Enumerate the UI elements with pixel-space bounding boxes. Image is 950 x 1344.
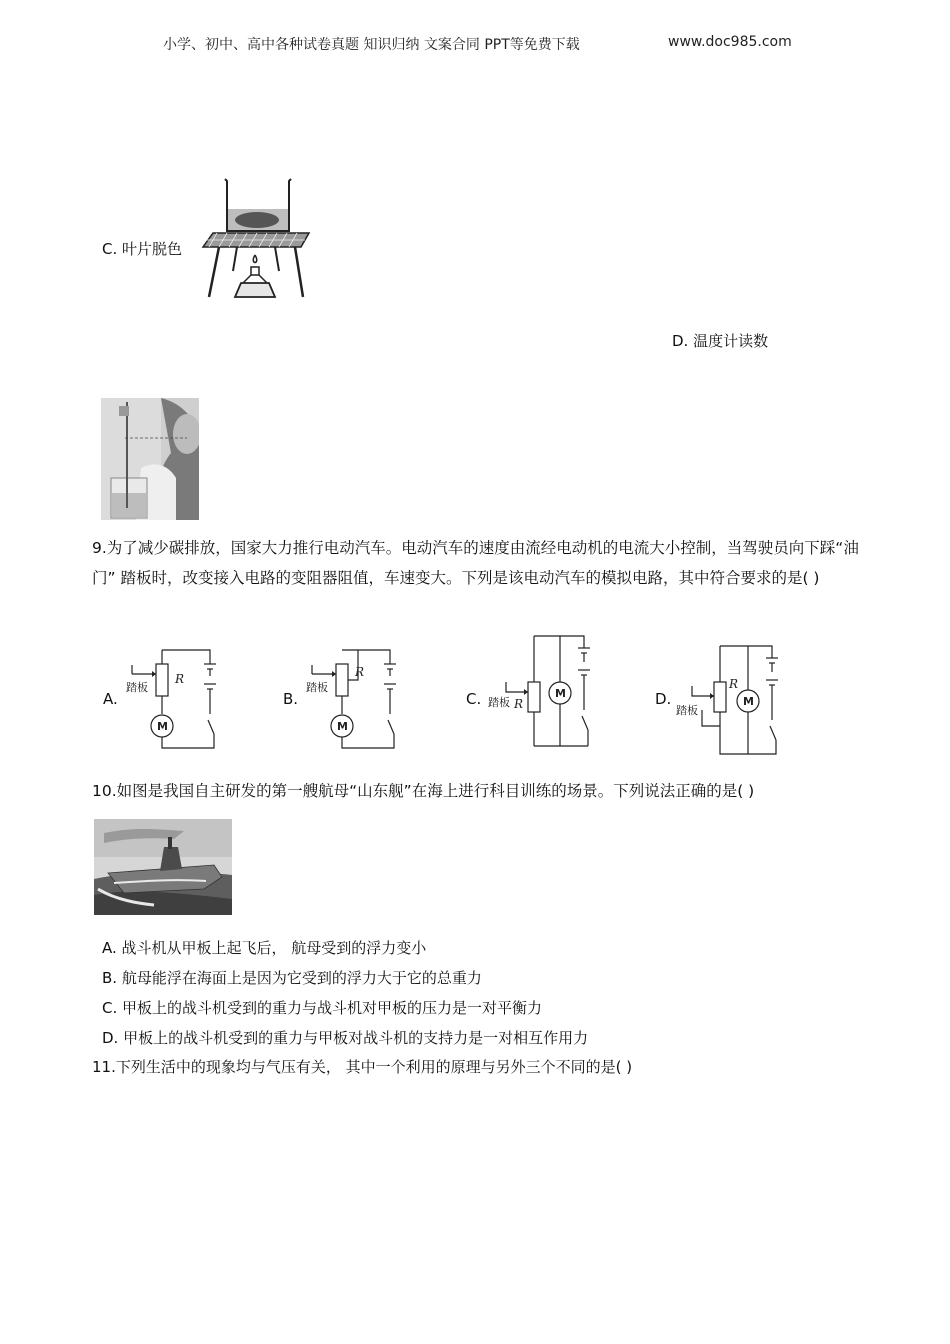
q10-stem: 10.如图是我国自主研发的第一艘航母“山东舰”在海上进行科目训练的场景。下列说法正确的是( ) xyxy=(92,782,755,800)
circuit-a xyxy=(118,640,228,755)
header-url[interactable]: www.doc985.com xyxy=(668,34,792,50)
q9-option-d: D. xyxy=(655,690,672,708)
q9-option-a: A. xyxy=(103,690,118,708)
q9-option-c: C. xyxy=(466,690,482,708)
q10-option-d: D. 甲板上的战斗机受到的重力与甲板对战斗机的支持力是一对相互作用力 xyxy=(102,1029,589,1047)
q10-option-b: B. 航母能浮在海面上是因为它受到的浮力大于它的总重力 xyxy=(102,969,482,987)
motor-label-a: M xyxy=(157,720,168,733)
thermometer-reading-photo xyxy=(101,398,199,520)
q11-stem: 11.下列生活中的现象均与气压有关， 其中一个利用的原理与另外三个不同的是( ) xyxy=(92,1058,633,1076)
resistor-label-d: R xyxy=(729,677,739,691)
aircraft-carrier-photo xyxy=(94,819,232,915)
pedal-label-d: 踏板 xyxy=(676,704,698,717)
header-text: 小学、初中、高中各种试卷真题 知识归纳 文案合同 PPT等免费下载 xyxy=(163,37,580,53)
q8-option-c: C. 叶片脱色 xyxy=(102,240,183,258)
q9-option-b: B. xyxy=(283,690,299,708)
resistor-label-a: R xyxy=(175,672,185,686)
circuit-b xyxy=(298,640,408,755)
motor-label-d: M xyxy=(743,695,754,708)
q10-option-a: A. 战斗机从甲板上起飞后， 航母受到的浮力变小 xyxy=(102,939,427,957)
q9-stem: 9.为了减少碳排放，国家大力推行电动汽车。电动汽车的速度由流经电动机的电流大小控制，当驾驶员向下踩“油门” 踏板时，改变接入电路的变阻器阻值，车速变大。下列是该电动汽车的模拟电路，其中符合要求的是( ) xyxy=(92,539,859,587)
pedal-label-b: 踏板 xyxy=(306,681,328,694)
circuit-d xyxy=(672,638,792,760)
pedal-label-c: 踏板 xyxy=(488,696,510,709)
pedal-label-a: 踏板 xyxy=(126,681,148,694)
q10-option-c: C. 甲板上的战斗机受到的重力与战斗机对甲板的压力是一对平衡力 xyxy=(102,999,543,1017)
leaf-decolorization-figure xyxy=(197,173,313,301)
resistor-label-b: R xyxy=(355,665,365,679)
motor-label-c: M xyxy=(555,687,566,700)
q8-option-d: D. 温度计读数 xyxy=(672,332,769,350)
resistor-label-c: R xyxy=(514,697,524,711)
motor-label-b: M xyxy=(337,720,348,733)
circuit-c xyxy=(484,630,604,752)
